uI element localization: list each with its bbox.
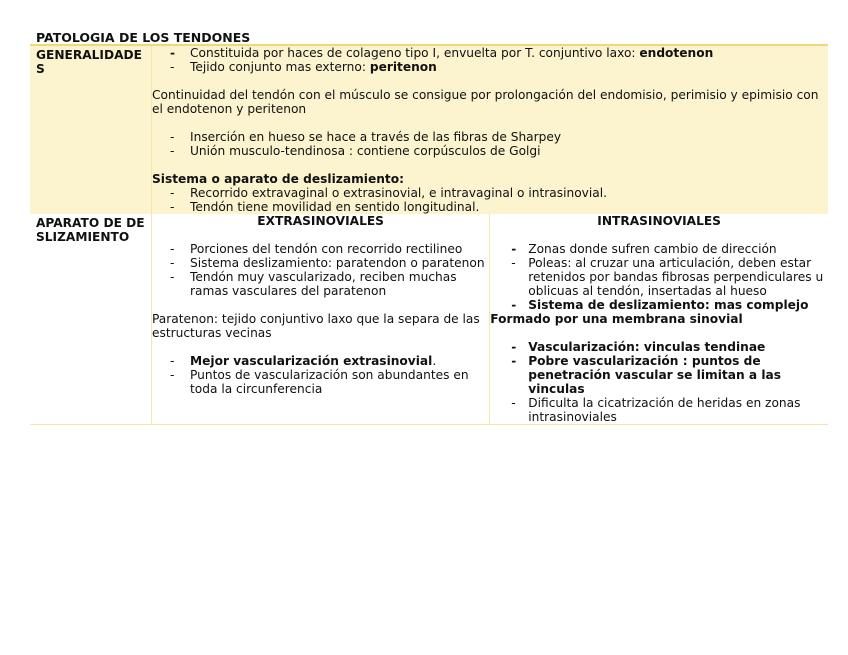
- tendones-table: [30, 44, 828, 425]
- generalidades-content: [152, 45, 829, 214]
- list-item: [152, 60, 828, 74]
- intrasinoviales-vasc-list: [490, 340, 828, 424]
- list-item: - Sistema de deslizamiento: mas complejo: [490, 298, 828, 312]
- list-item: - Tendón tiene movilidad en sentido longitudinal.: [152, 200, 828, 214]
- list-item: - Sistema deslizamiento: paratendon o paratenon: [152, 256, 489, 270]
- insercion-list: [152, 130, 828, 158]
- list-item: - Recorrido extravaginal o extrasinovial, e intravaginal o intrasinovial.: [152, 186, 828, 200]
- list-item: [152, 46, 828, 60]
- list-item: - Tendón muy vascularizado, reciben muchas ramas vasculares del paratenon: [152, 270, 489, 298]
- list-item: - Poleas: al cruzar una articulación, deben estar retenidos por bandas fibrosas perpendiculares u oblicuas al tendón, insertadas al hueso: [490, 256, 828, 298]
- extrasinoviales-header: EXTRASINOVIALES: [257, 214, 384, 228]
- intrasinoviales-cell: [490, 214, 828, 425]
- list-item: - Pobre vascularización : puntos de penetración vascular se limitan a las vinculas: [490, 354, 828, 396]
- recorrido-list: [152, 186, 828, 214]
- generalidades-row: [30, 45, 828, 214]
- deslizamiento-heading: Sistema o aparato de deslizamiento:: [152, 172, 404, 186]
- list-item: - Inserción en hueso se hace a través de las fibras de Sharpey: [152, 130, 828, 144]
- list-item: - Unión musculo-tendinosa : contiene corpúsculos de Golgi: [152, 144, 828, 158]
- list-item: - Zonas donde sufren cambio de dirección: [490, 242, 828, 256]
- aparato-label: APARATO DE DESLIZAMIENTO: [36, 216, 145, 244]
- list-item-tail: .: [432, 354, 437, 368]
- composicion-list: [152, 46, 828, 74]
- generalidades-label: GENERALIDADES: [36, 48, 142, 76]
- list-item-strong: Mejor vascularización extrasinovial: [190, 354, 433, 368]
- extrasinoviales-cell: [152, 214, 490, 425]
- extrasinoviales-vasc-list: [152, 354, 489, 396]
- list-item: - Puntos de vascularización son abundantes en toda la circunferencia: [152, 368, 489, 396]
- generalidades-label-cell: [30, 45, 152, 214]
- endotenon-term: endotenon: [639, 46, 714, 60]
- intrasinoviales-list: [490, 242, 828, 312]
- membrana-sinovial-text: Formado por una membrana sinovial: [490, 312, 743, 326]
- peritenon-term: peritenon: [369, 60, 437, 74]
- list-item: [152, 354, 489, 368]
- intrasinoviales-header: INTRASINOVIALES: [597, 214, 721, 228]
- continuidad-paragraph: Continuidad del tendón con el músculo se consigue por prolongación del endomisio, perimisio y epimisio con el endotenon y peritenon: [152, 88, 819, 116]
- paratenon-paragraph: Paratenon: tejido conjuntivo laxo que la separa de las estructuras vecinas: [152, 312, 480, 340]
- aparato-row: [30, 214, 828, 425]
- list-item-text: Constituida por haces de colageno tipo I, envuelta por T. conjuntivo laxo:: [190, 46, 640, 60]
- document-title: PATOLOGIA DE LOS TENDONES: [36, 30, 251, 45]
- extrasinoviales-list: [152, 242, 489, 298]
- list-item: - Dificulta la cicatrización de heridas en zonas intrasinoviales: [490, 396, 828, 424]
- aparato-label-cell: [30, 214, 152, 425]
- list-item: - Porciones del tendón con recorrido rectilineo: [152, 242, 489, 256]
- list-item-text: Tejido conjunto mas externo:: [190, 60, 370, 74]
- list-item: - Vascularización: vinculas tendinae: [490, 340, 828, 354]
